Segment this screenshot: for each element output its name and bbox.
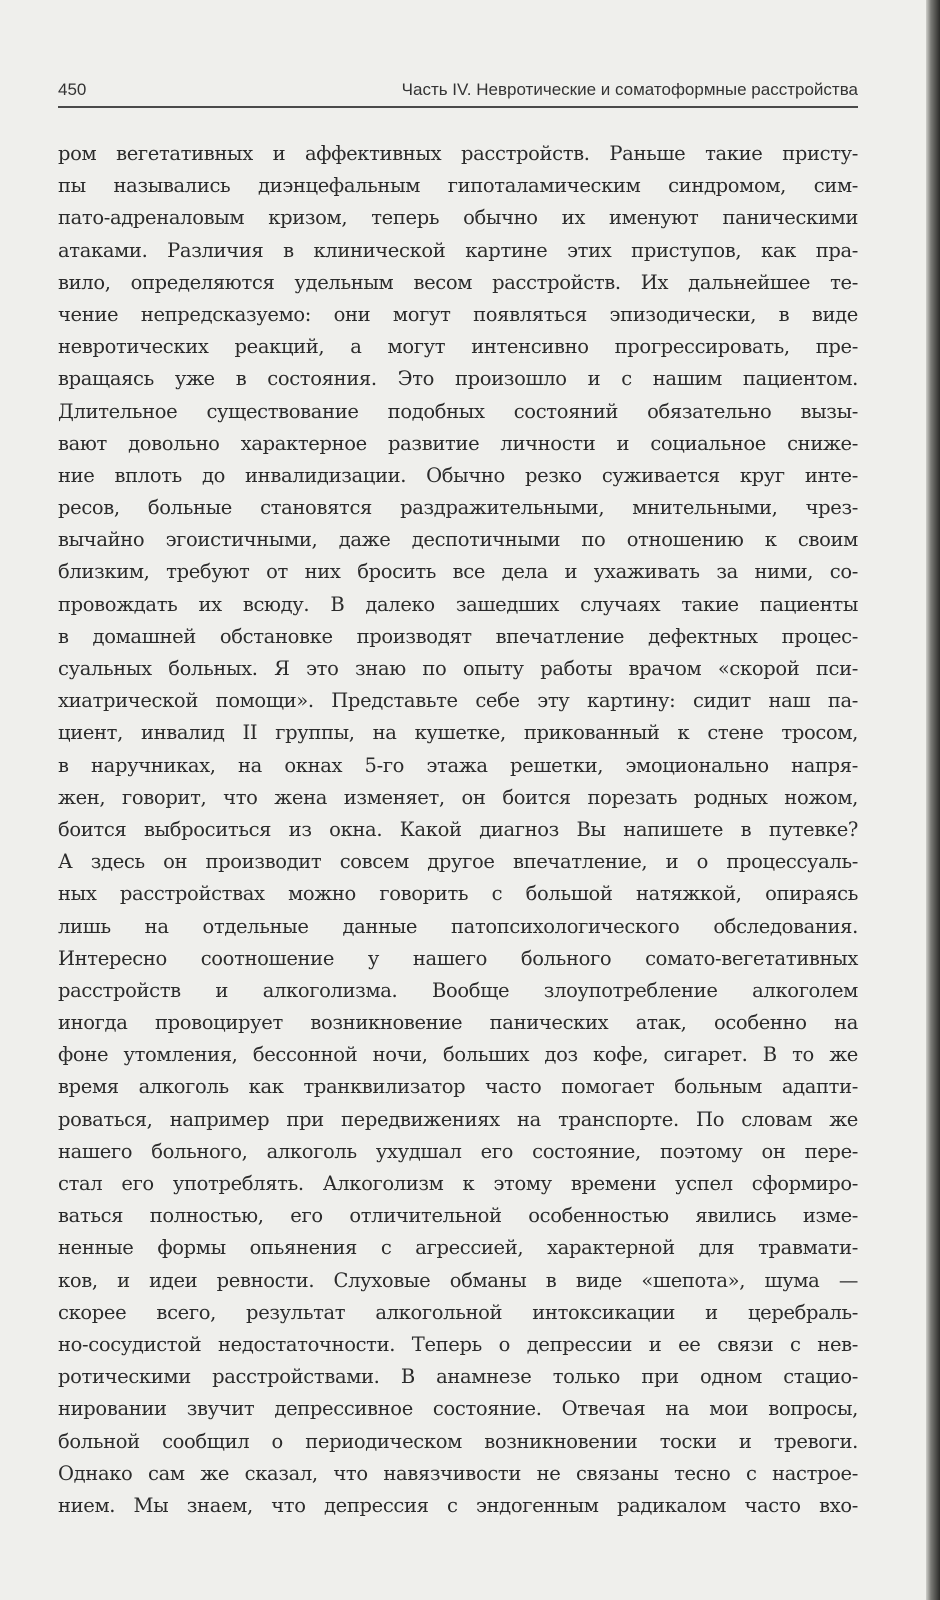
text-line: ваться полностью, его отличительной особенностью явились изме- — [58, 1204, 858, 1228]
text-line: Длительное существование подобных состояний обязательно вызы- — [58, 399, 858, 423]
text-line: нашего больного, алкоголь ухудшал его состояние, поэтому он пере- — [58, 1139, 858, 1163]
text-line: близким, требуют от них бросить все дела и ухаживать за ними, со- — [58, 560, 858, 584]
text-line: но-сосудистой недостаточности. Теперь о депрессии и ее связи с нев- — [58, 1332, 858, 1356]
text-line: больной сообщил о периодическом возникновении тоски и тревоги. — [58, 1429, 858, 1453]
page-number: 450 — [58, 80, 87, 99]
text-line: в домашней обстановке производят впечатление дефектных процес- — [58, 624, 858, 648]
text-line: ных расстройствах можно говорить с большой натяжкой, опираясь — [58, 882, 858, 906]
text-line: стал его употреблять. Алкоголизм к этому времени успел сформиро- — [58, 1172, 858, 1195]
text-line: Однако сам же сказал, что навязчивости не связаны тесно с настрое- — [58, 1461, 858, 1485]
text-line: ресов, больные становятся раздражительными, мнительными, чрез- — [58, 496, 858, 520]
text-line: вращаясь уже в состояния. Это произошло и с нашим пациентом. — [58, 367, 858, 391]
text-line: вычайно эгоистичными, даже деспотичными по отношению к своим — [58, 528, 858, 552]
text-line: ние вплоть до инвалидизации. Обычно резко суживается круг инте- — [58, 463, 858, 487]
text-line: нием. Мы знаем, что депрессия с эндогенным радикалом часто вхо- — [58, 1493, 858, 1517]
text-line: расстройств и алкоголизма. Вообще злоупотребление алкоголем — [58, 978, 858, 1002]
text-line: пы назывались диэнцефальным гипоталамическим синдромом, сим- — [58, 174, 858, 198]
text-line: ненные формы опьянения с агрессией, характерной для травмати- — [58, 1236, 858, 1260]
text-line: А здесь он производит совсем другое впечатление, и о процессуаль- — [58, 850, 858, 874]
text-line: хиатрической помощи». Представьте себе эту картину: сидит наш па- — [58, 689, 858, 713]
text-line: невротических реакций, а могут интенсивно прогрессировать, пре- — [58, 335, 858, 359]
text-line: чение непредсказуемо: они могут появляться эпизодически, в виде — [58, 302, 858, 326]
text-line: в наручниках, на окнах 5-го этажа решетки, эмоционально напря- — [58, 753, 858, 777]
book-spine-edge — [926, 0, 940, 1600]
text-line: ков, и идеи ревности. Слуховые обманы в виде «шепота», шума — — [58, 1268, 858, 1292]
text-line: роваться, например при передвижениях на транспорте. По словам же — [58, 1107, 858, 1131]
text-line: время алкоголь как транквилизатор часто помогает больным адапти- — [58, 1075, 858, 1099]
text-line: вило, определяются удельным весом расстройств. Их дальнейшее те- — [58, 270, 858, 294]
text-line: жен, говорит, что жена изменяет, он боится порезать родных ножом, — [58, 785, 858, 809]
text-line: пато-адреналовым кризом, теперь обычно их именуют паническими — [58, 206, 858, 230]
text-line: циент, инвалид II группы, на кушетке, прикованный к стене тросом, — [58, 721, 858, 745]
text-line: фоне утомления, бессонной ночи, больших доз кофе, сигарет. В то же — [58, 1043, 858, 1067]
text-line: ротическими расстройствами. В анамнезе только при одном стацио- — [58, 1365, 858, 1389]
text-line: провождать их всюду. В далеко зашедших случаях такие пациенты — [58, 592, 858, 616]
running-title: Часть IV. Невротические и соматоформные расстройства — [401, 80, 858, 99]
text-line: суальных больных. Я это знаю по опыту работы врачом «скорой пси- — [58, 657, 858, 680]
text-line: нировании звучит депрессивное состояние. Отвечая на мои вопросы, — [58, 1397, 858, 1421]
running-header — [58, 78, 858, 108]
text-line: вают довольно характерное развитие личности и социальное сниже- — [58, 431, 858, 455]
text-line: Интересно соотношение у нашего больного сомато-вегетативных — [58, 946, 858, 970]
text-line: скорее всего, результат алкогольной интоксикации и церебраль- — [58, 1300, 858, 1324]
text-line: ром вегетативных и аффективных расстройств. Раньше такие присту- — [58, 142, 858, 165]
text-line: лишь на отдельные данные патопсихологического обследования. — [58, 914, 858, 938]
text-line: атаками. Различия в клинической картине этих приступов, как пра- — [58, 238, 858, 262]
text-line: боится выброситься из окна. Какой диагноз Вы напишете в путевке? — [58, 817, 858, 841]
body-text — [58, 138, 858, 1522]
text-line: иногда провоцирует возникновение панических атак, особенно на — [58, 1011, 858, 1035]
